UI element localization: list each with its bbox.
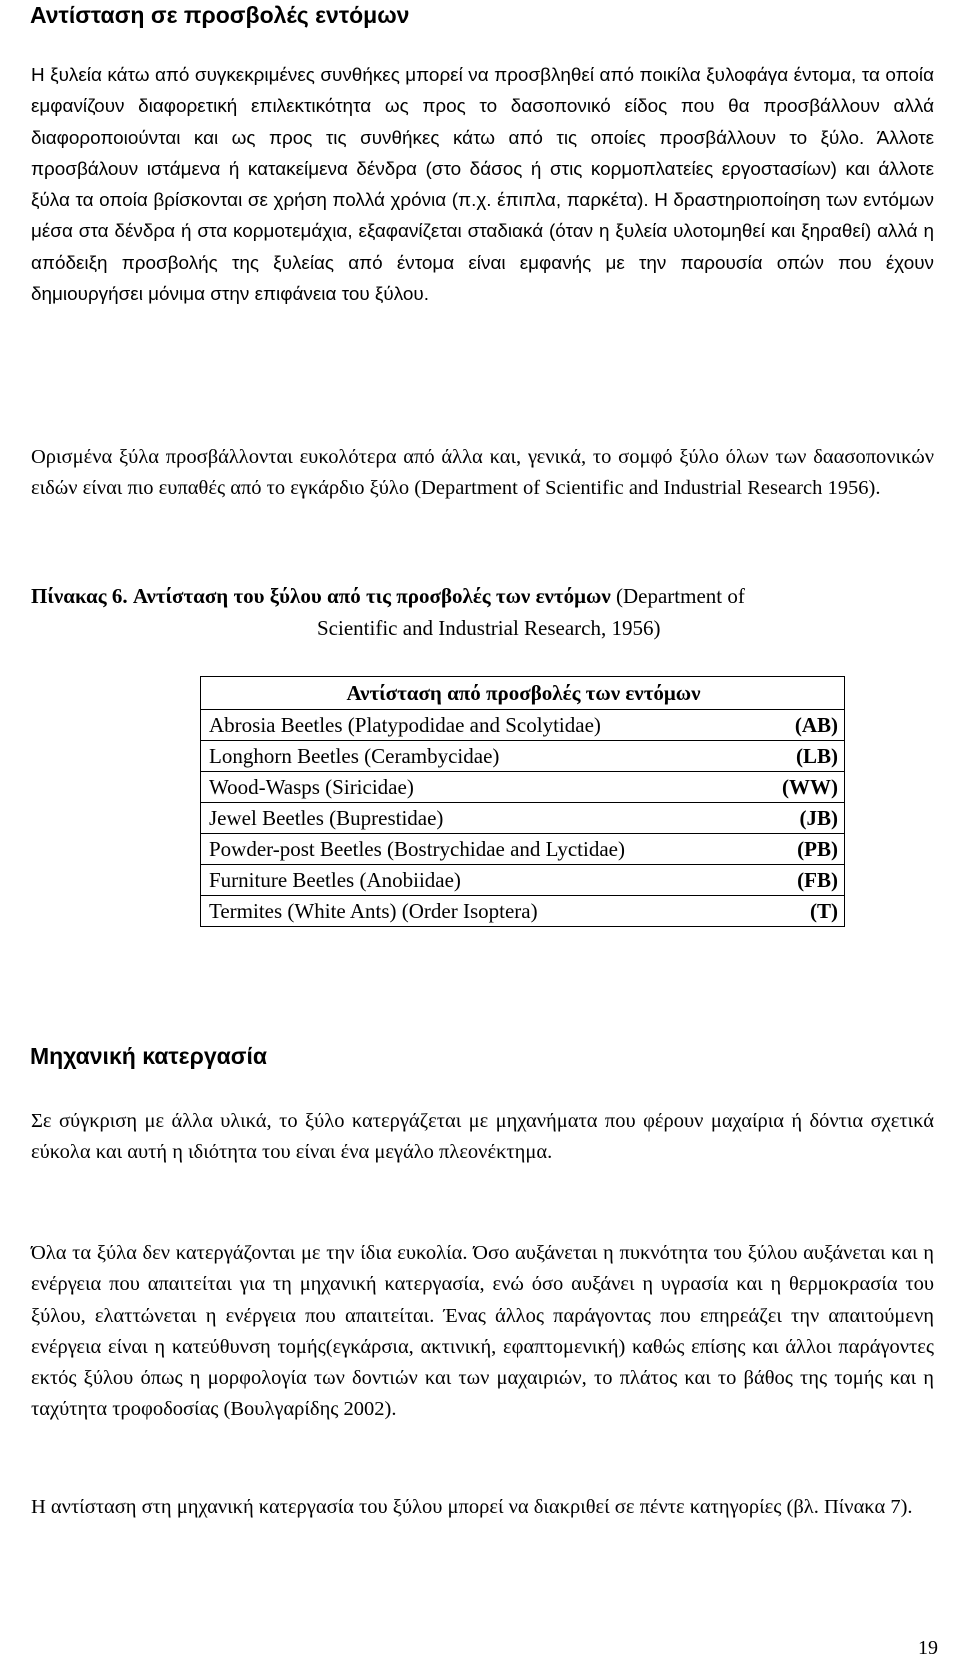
table-6-caption <box>31 580 934 644</box>
insect-abbreviation: (T) <box>744 896 845 927</box>
caption-source-line2: Scientific and Industrial Research, 1956) <box>317 616 661 640</box>
table-row <box>201 834 845 865</box>
insect-name: Powder-post Beetles (Bostrychidae and Lyctidae) <box>201 834 745 865</box>
caption-title: Αντίσταση του ξύλου από τις προσβολές των εντόμων <box>132 584 611 608</box>
insect-name: Jewel Beetles (Buprestidae) <box>201 803 745 834</box>
paragraph-machining-intro: Σε σύγκριση με άλλα υλικά, το ξύλο κατεργάζεται με μηχανήματα που φέρουν μαχαίρια ή δόντια σχετικά εύκολα και αυτή η ιδιότητα του είναι ένα μεγάλο πλεονέκτημα. <box>31 1110 934 1164</box>
caption-label: Πίνακας 6. <box>31 584 128 608</box>
page-number: 19 <box>918 1637 938 1659</box>
table-row <box>201 710 845 741</box>
insect-abbreviation: (PB) <box>744 834 845 865</box>
insect-name: Longhorn Beetles (Cerambycidae) <box>201 741 745 772</box>
insect-name: Termites (White Ants) (Order Isoptera) <box>201 896 745 927</box>
insect-abbreviation: (AB) <box>744 710 845 741</box>
insect-abbreviation: (WW) <box>744 772 845 803</box>
table-row <box>201 803 845 834</box>
insect-name: Wood-Wasps (Siricidae) <box>201 772 745 803</box>
insect-name: Furniture Beetles (Anobiidae) <box>201 865 745 896</box>
table-row <box>201 772 845 803</box>
table-row <box>201 865 845 896</box>
insect-abbreviation: (FB) <box>744 865 845 896</box>
section-title-insect-resistance: Αντίσταση σε προσβολές εντόμων <box>30 2 410 28</box>
insect-name: Abrosia Beetles (Platypodidae and Scolytidae) <box>201 710 745 741</box>
caption-source-line1: (Department of <box>616 584 745 608</box>
table-header: Αντίσταση από προσβολές των εντόμων <box>201 677 845 710</box>
section-title-machining: Μηχανική κατεργασία <box>30 1043 268 1069</box>
table-header-row <box>201 677 845 710</box>
paragraph-insect-attacks: Η ξυλεία κάτω από συγκεκριμένες συνθήκες μπορεί να προσβληθεί από ποικίλα ξυλοφάγα έντομα, τα οποία εμφανίζουν διαφορετική επιλεκτικότητα ως προς το δασοπονικό είδος που θα προσβάλλουν αλλά διαφοροποιούνται και ως προς τις συνθήκες κάτω από τις οποίες προσβάλλουν το ξύλο. Άλλοτε προσβάλουν ιστάμενα ή κατακείμενα δένδρα (στο δάσος ή στις κορμοπλατείες εργοστασίων) και άλλοτε ξύλα τα οποία βρίσκονται σε χρήση πολλά χρόνια (π.χ. έπιπλα, παρκέτα). Η δραστηριοποίηση των εντόμων μέσα στα δένδρα ή στα κορμοτεμάχια, εξαφανίζεται σταδιακά (όταν η ξυλεία υλοτομηθεί και ξηραθεί) αλλά η απόδειξη προσβολής της ξυλείας από έντομα είναι εμφανής με την παρουσία οπών που έχουν δημιουργήσει μόνιμα στην επιφάνεια του ξύλου. <box>31 65 934 306</box>
insect-resistance-table <box>200 676 845 927</box>
insect-abbreviation: (LB) <box>744 741 845 772</box>
paragraph-machining-categories: Η αντίσταση στη μηχανική κατεργασία του ξύλου μπορεί να διακριθεί σε πέντε κατηγορίες (βλ. Πίνακα 7). <box>31 1496 913 1518</box>
table-row <box>201 741 845 772</box>
paragraph-sapwood: Ορισμένα ξύλα προσβάλλονται ευκολότερα από άλλα και, γενικά, το σομφό ξύλο όλων των δαασοπονικών ειδών είναι πιο ευπαθές από το εγκάρδιο ξύλο (Department of Scientific and Industrial Research 1956). <box>31 446 934 500</box>
paragraph-machining-factors: Όλα τα ξύλα δεν κατεργάζονται με την ίδια ευκολία. Όσο αυξάνεται η πυκνότητα του ξύλου αυξάνεται και η ενέργεια που απαιτείται για τη μηχανική κατεργασία, ενώ όσο αυξάνει η υγρασία και η θερμοκρασία του ξύλου, ελαττώνεται η ενέργεια που απαιτείται. Ένας άλλος παράγοντας που επηρεάζει την απαιτούμενη ενέργεια είναι η κατεύθυνση τομής(εγκάρσια, ακτινική, εφαπτομενική) καθώς επίσης και άλλοι παράγοντες εκτός ξύλου όπως η μορφολογία των δοντιών και των μαχαιριών, το πλάτος και το βάθος της τομής και η ταχύτητα τροφοδοσίας (Βουλγαρίδης 2002). <box>31 1242 934 1421</box>
table-row <box>201 896 845 927</box>
insect-abbreviation: (JB) <box>744 803 845 834</box>
